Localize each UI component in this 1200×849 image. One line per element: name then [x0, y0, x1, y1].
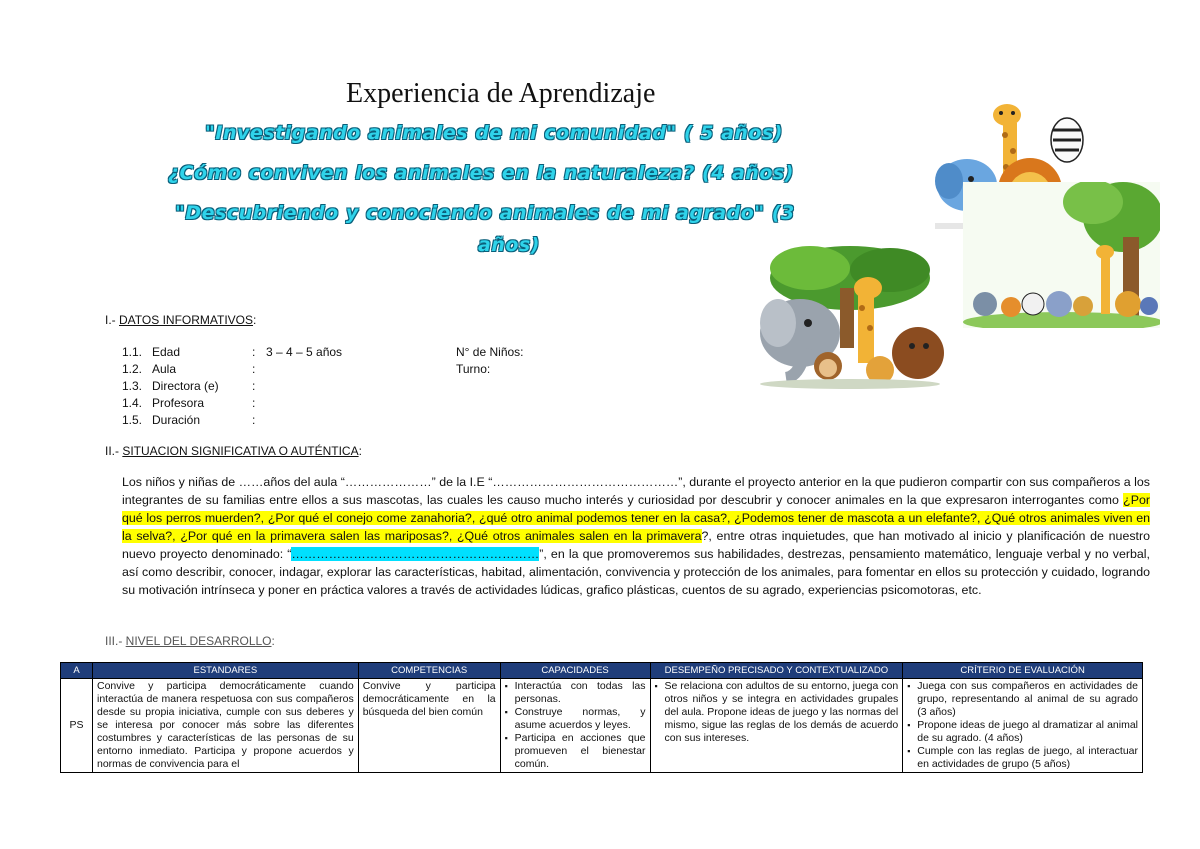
cell-capacidades — [500, 679, 650, 773]
section-suffix: : — [358, 444, 362, 458]
criterio-item: ▪ Juega con sus compañeros en actividades de grupo, representando al animal de su agrado (3 años) — [907, 680, 1138, 719]
item-label: Duración — [152, 413, 201, 427]
item-num: 1.1. — [122, 345, 143, 359]
item-colon: : — [252, 413, 256, 427]
datos-list — [122, 344, 576, 429]
item-num: 1.3. — [122, 379, 143, 393]
header-capacidades: CAPACIDADES — [500, 663, 650, 679]
capacidad-item: ▪ Interactúa con todas las personas. — [505, 680, 646, 706]
page-title: Experiencia de Aprendizaje — [346, 78, 656, 109]
item-label: Directora (e) — [152, 379, 219, 393]
section-prefix: I.- — [105, 313, 119, 327]
item-value: 3 – 4 – 5 años — [266, 345, 343, 359]
cell-area: PS — [61, 679, 93, 773]
table-header-row — [61, 663, 1143, 679]
elephant-giraffe-illustration — [963, 182, 1160, 328]
item-right-label — [456, 378, 576, 395]
section-suffix: : — [271, 634, 275, 648]
item-label: Edad — [152, 345, 181, 359]
subtitle-4-anos: ¿Cómo conviven los animales en la naturaleza? (4 años) — [168, 162, 794, 184]
cell-competencias: Convive y participa democráticamente en la búsqueda del bien común — [358, 679, 500, 773]
section-suffix: : — [253, 313, 257, 327]
item-colon: : — [252, 396, 256, 410]
subtitle-3-anos-cont: años) — [478, 234, 540, 256]
paragraph-text: ?, entre otras inquietudes, que han motivado al inicio y planificación de nuestro nuevo proyecto denominado: “ — [122, 529, 1150, 561]
item-value — [266, 378, 456, 395]
criterio-item: ▪ Cumple con las reglas de juego, al interactuar en actividades de grupo (5 años) — [907, 745, 1138, 771]
datos-row-duracion — [122, 412, 576, 429]
cell-estandares: Convive y participa democráticamente cuando interactúa de manera respetuosa con sus compañeros desde su propia iniciativa, cumple con sus deberes y se interesa por conocer más sobre las diferentes costumbres y características de las personas de su entorno inmediato. Participa y propone acuerdos y normas de convivencia para el — [92, 679, 358, 773]
item-right-label: N° de Niños: — [456, 345, 524, 359]
item-colon: : — [252, 362, 256, 376]
subtitle-5-anos: "Investigando animales de mi comunidad" ( 5 años) — [205, 122, 783, 144]
item-right-label — [456, 395, 576, 412]
item-label: Profesora — [152, 396, 205, 410]
header-desempeno: DESEMPEÑO PRECISADO Y CONTEXTUALIZADO — [650, 663, 903, 679]
section-prefix: II.- — [105, 444, 123, 458]
item-colon: : — [252, 379, 256, 393]
subtitle-3-anos: "Descubriendo y conociendo animales de mi agrado" (3 — [175, 202, 795, 224]
highlighted-questions: ¿Por qué los perros muerden?, ¿Por qué el conejo come zanahoria?, ¿qué otro animal podemos tener en la casa?, ¿Podemos tener de mascota a un elefante?, ¿Qué otros animales viven en la selva?, ¿Por qué en la primavera salen las mariposas?, ¿Qué otros animales salen en la primavera — [122, 493, 1150, 543]
section-prefix: III.- — [105, 634, 126, 648]
section-heading: NIVEL DEL DESARROLLO — [125, 634, 272, 648]
header-area: A — [61, 663, 93, 679]
desempeno-item: ▪ Se relaciona con adultos de su entorno, juega con otros niños y se integra en actividades grupales del aula. Propone ideas de juego y las normas del mismo, sigue las reglas de los demás de acuerdo con sus intereses. — [655, 680, 899, 745]
section-nivel-desarrollo — [105, 634, 275, 648]
header-estandares: ESTANDARES — [92, 663, 358, 679]
criterio-item: ▪ Propone ideas de juego al dramatizar al animal de su agrado. (4 años) — [907, 719, 1138, 745]
paragraph-text: ”, en la que promoveremos sus habilidades, destrezas, pensamiento matemático, lenguaje verbal y no verbal, así como describir, conocer, indagar, explorar las características, habitad, alimentación, convivencia y protección de los animales, para fomentar en ellos su protección y cuidado, logrando su motivación intrínseca y poner en práctica valores a través de actividades lúdicas, grafico plásticas, cuentos de su agrado, experiencias psicomotoras, etc. — [122, 547, 1150, 597]
datos-row-directora — [122, 378, 576, 395]
item-value — [266, 412, 456, 429]
item-right-label: Turno: — [456, 362, 491, 376]
datos-row-aula — [122, 361, 576, 378]
capacidad-item: ▪ Construye normas, y asume acuerdos y leyes. — [505, 706, 646, 732]
datos-row-edad — [122, 344, 576, 361]
item-num: 1.4. — [122, 396, 143, 410]
item-num: 1.2. — [122, 362, 143, 376]
datos-row-profesora — [122, 395, 576, 412]
item-value — [266, 395, 456, 412]
table-row — [61, 679, 1143, 773]
header-competencias: COMPETENCIAS — [358, 663, 500, 679]
section-heading: DATOS INFORMATIVOS — [119, 313, 254, 327]
item-num: 1.5. — [122, 413, 143, 427]
item-right-label — [456, 412, 576, 429]
section-datos-informativos — [105, 313, 256, 327]
cell-desempeno — [650, 679, 903, 773]
capacidad-item: ▪ Participa en acciones que promueven el bienestar común. — [505, 732, 646, 771]
project-name-blank: …………………………………………………… — [291, 547, 540, 561]
nivel-desarrollo-table — [60, 662, 1143, 773]
cell-criterios — [903, 679, 1143, 773]
item-label: Aula — [152, 362, 177, 376]
section-situacion-significativa — [105, 444, 362, 458]
header-criterio: CRÍTERIO DE EVALUACIÓN — [903, 663, 1143, 679]
item-value — [266, 361, 456, 378]
situacion-paragraph — [122, 473, 1150, 599]
section-heading: SITUACION SIGNIFICATIVA O AUTÉNTICA — [122, 444, 359, 458]
paragraph-text: Los niños y niñas de ……años del aula “…………………” de la I.E “………………………………………”, durante el proyecto anterior en la que pudieron compartir con sus compañeros a los integrantes de su familias entre ellos a sus mascotas, las cuales les causo mucho interés y curiosidad por descubrir y conocer animales en la que expresaron interrogantes como — [122, 475, 1150, 507]
jungle-animals-illustration — [740, 238, 960, 390]
item-colon: : — [252, 345, 256, 359]
